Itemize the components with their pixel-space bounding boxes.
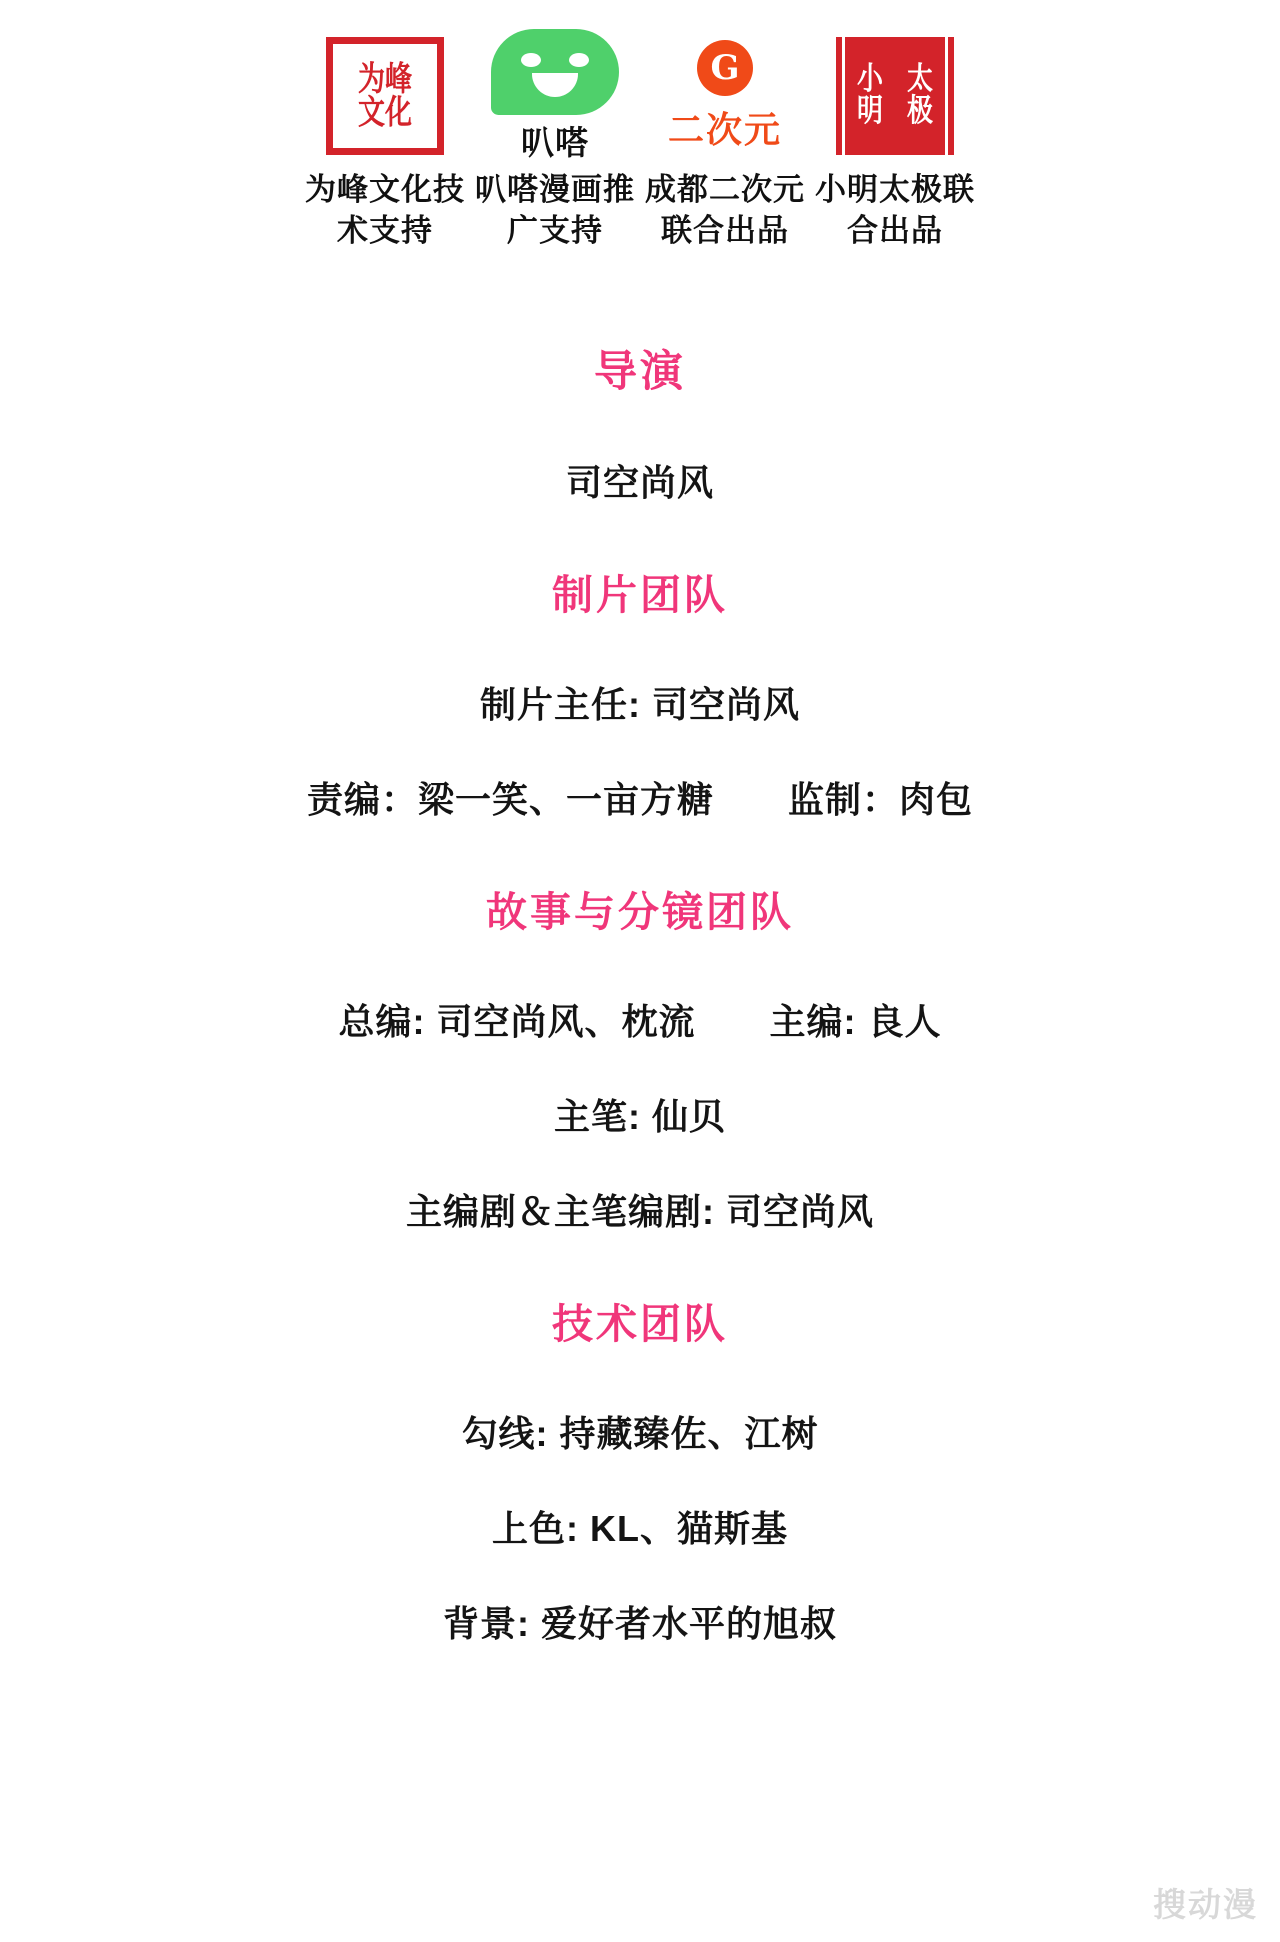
credit-line: 主编剧＆主笔编剧: 司空尚风 [406, 1190, 874, 1232]
credit-line: 司空尚风 [565, 461, 714, 503]
section-title: 导演 [594, 347, 686, 396]
logo-caption-weifeng: 为峰文化技术支持 [305, 172, 465, 248]
logo-block-bada [470, 26, 640, 252]
green-speech-bubble-cat-icon [491, 26, 619, 166]
logo-strip [0, 0, 1280, 252]
credit-section-director [0, 338, 1280, 506]
watermark: 搜动漫 [1153, 1886, 1258, 1923]
credit-line: 背景: 爱好者水平的旭叔 [443, 1602, 837, 1644]
credit-section-story [0, 879, 1280, 1235]
logo-block-weifeng [300, 26, 470, 252]
credit-line: 责编：梁一笑、一亩方糖 监制：肉包 [306, 778, 973, 820]
logo-caption-acg: 成都二次元联合出品 [645, 172, 805, 248]
section-title: 技术团队 [552, 1300, 728, 1347]
section-title: 故事与分镜团队 [486, 888, 794, 935]
credit-line: 制片主任: 司空尚风 [480, 683, 800, 725]
red-square-seal-icon [326, 26, 444, 166]
credit-line: 总编: 司空尚风、枕流 主编: 良人 [338, 1000, 942, 1042]
seal2-mark-text: 小明 太极 [842, 32, 948, 159]
credits-list [0, 338, 1280, 1647]
credit-line: 勾线: 持藏臻佐、江树 [461, 1412, 819, 1454]
credit-line: 上色: KL、猫斯基 [492, 1507, 788, 1549]
seal-mark-text: 为峰 文化 [358, 59, 412, 133]
orange-acg-logo-icon [668, 26, 782, 166]
credit-line: 主笔: 仙贝 [554, 1095, 726, 1137]
credit-section-production [0, 562, 1280, 823]
bubble-mark-text: 叭嗒 [521, 123, 589, 161]
red-filled-seal-icon [836, 26, 954, 166]
logo-block-acg [640, 26, 810, 252]
logo-block-xiaoming [810, 26, 980, 252]
credit-section-technical [0, 1291, 1280, 1647]
logo-caption-bada: 叭嗒漫画推广支持 [475, 172, 635, 248]
section-title: 制片团队 [552, 571, 728, 618]
acg-mark-text: 二次元 [667, 108, 782, 151]
logo-caption-xiaoming: 小明太极联合出品 [815, 172, 975, 248]
acg-badge-text: G [697, 40, 753, 96]
